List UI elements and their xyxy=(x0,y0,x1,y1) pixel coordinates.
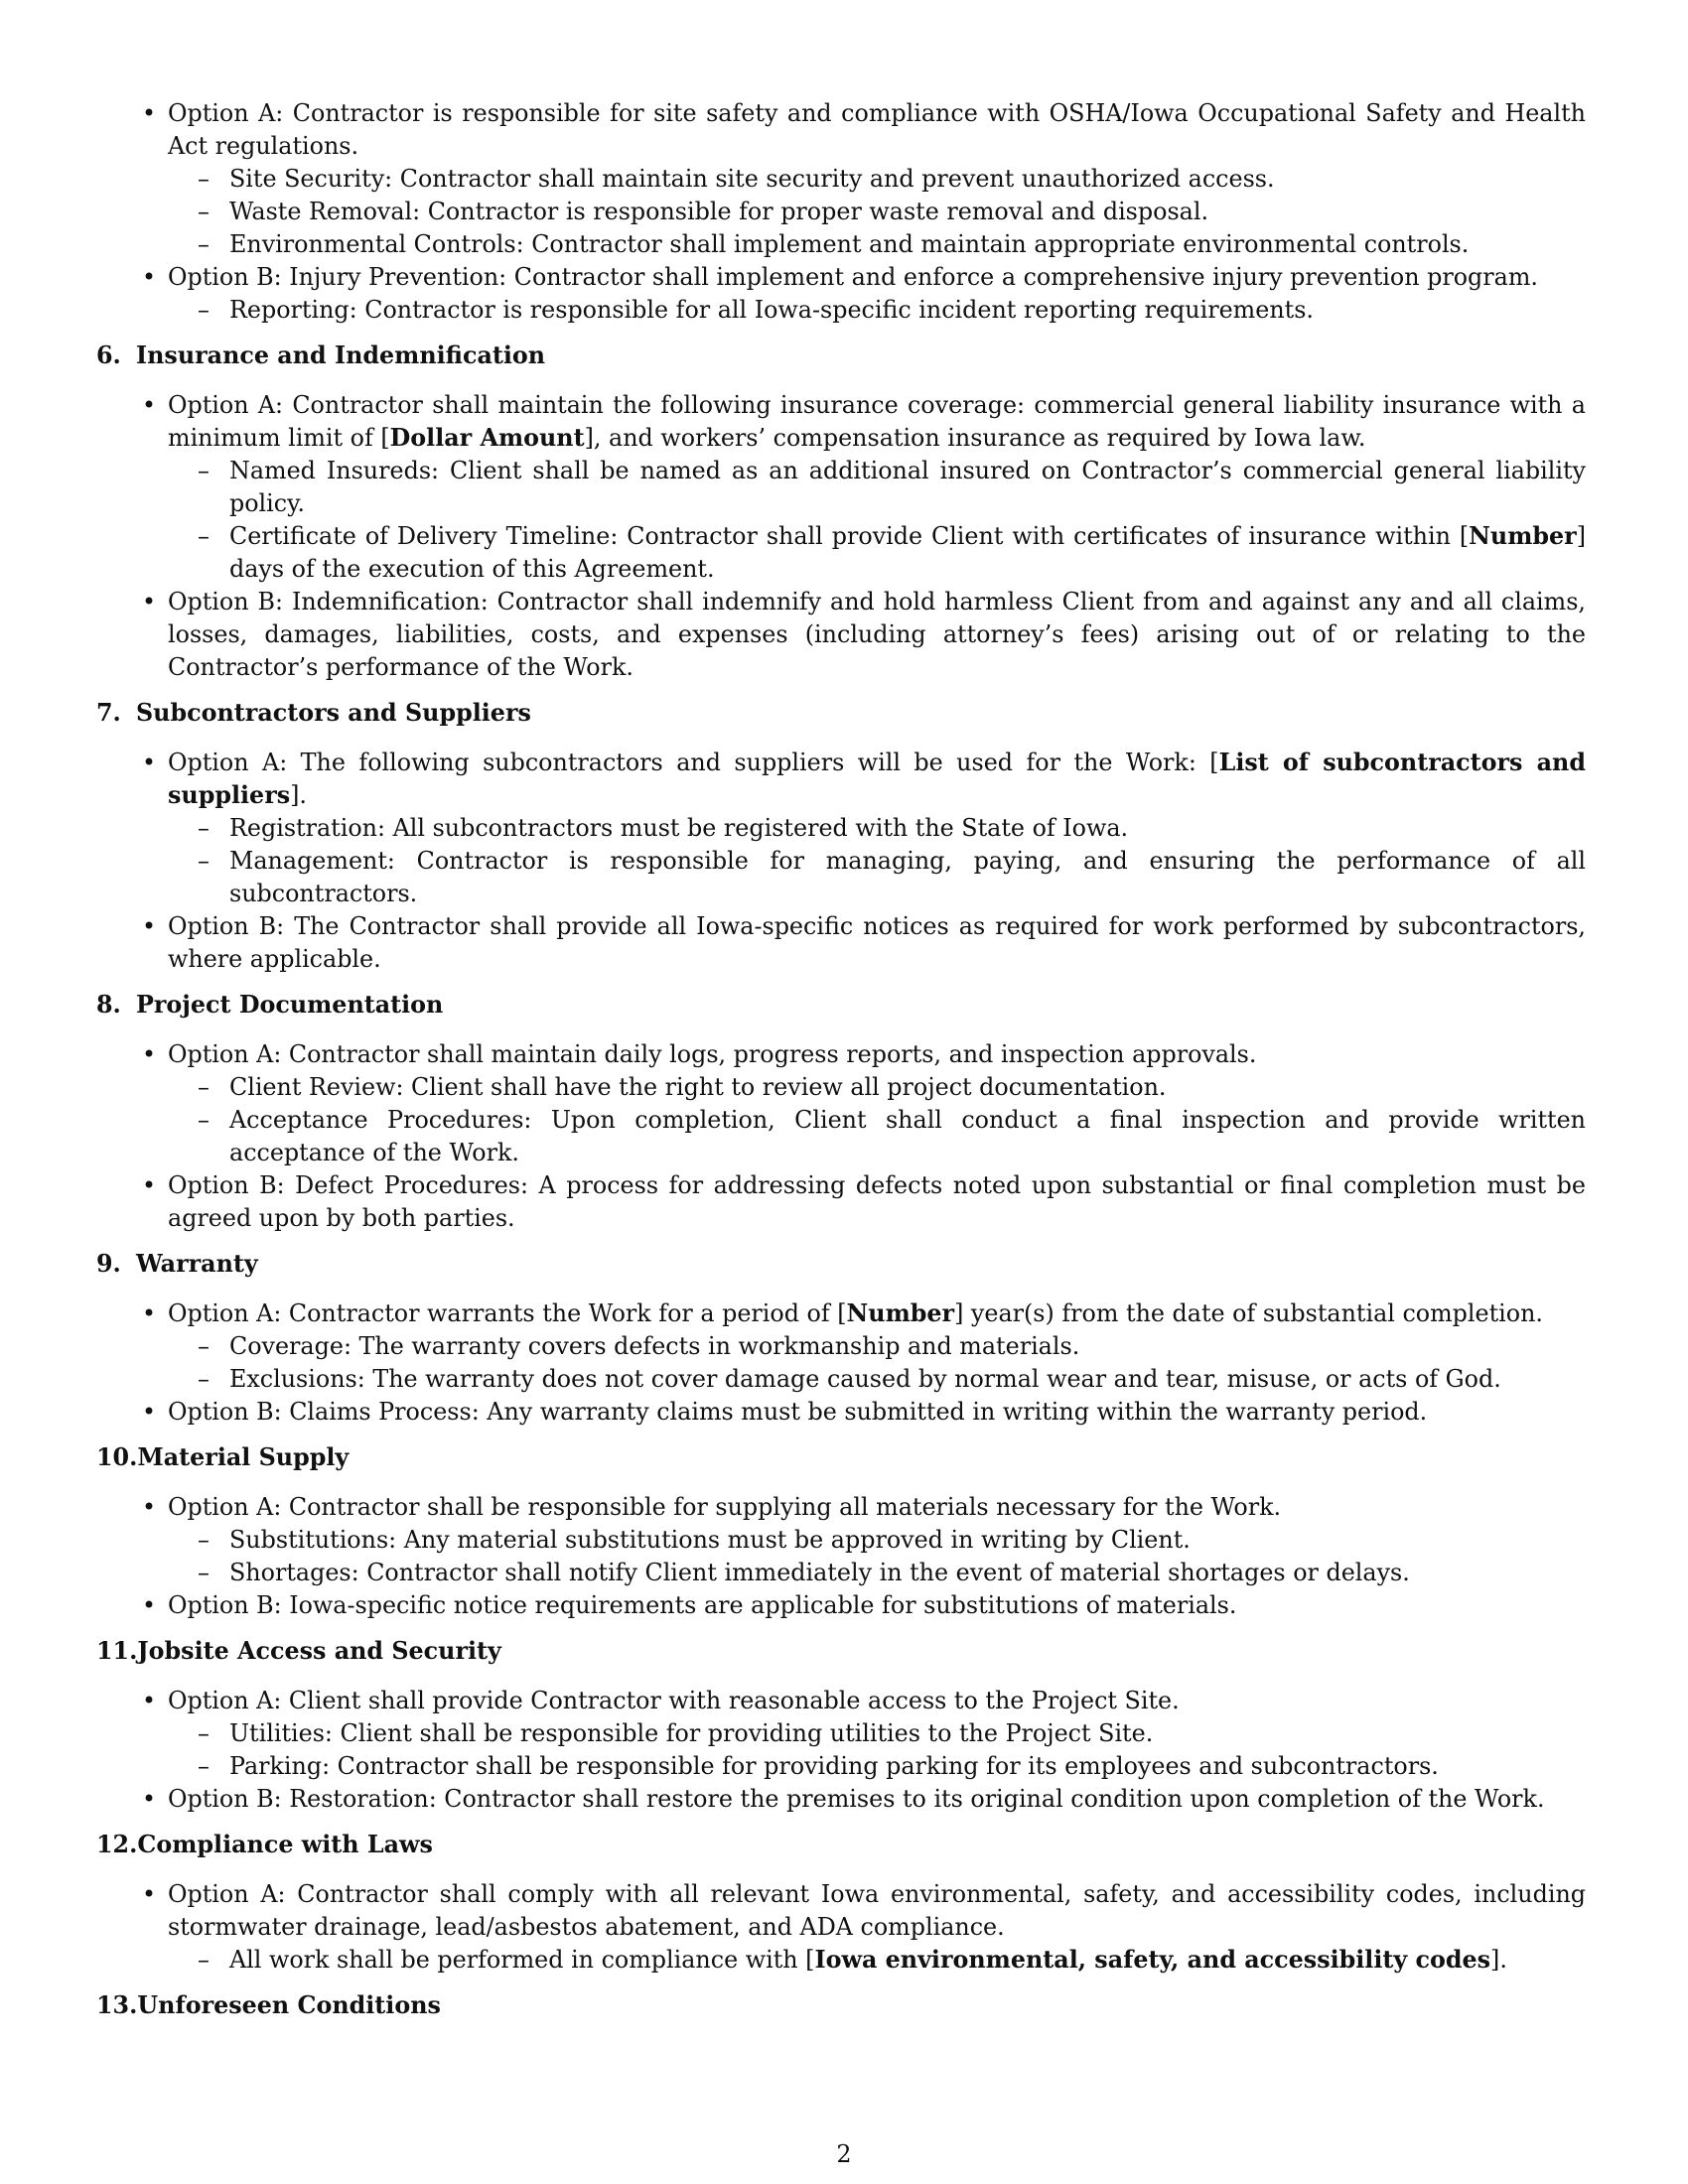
item-text xyxy=(168,1783,1586,1816)
text-segment: Waste Removal: Contractor is responsible for proper waste removal and disposal. xyxy=(229,198,1209,225)
text-segment: Option A: Contractor is responsible for site safety and compliance with OSHA/Iowa Occupational Safety and Health Act regulations. xyxy=(168,99,1586,160)
text-segment: Client Review: Client shall have the right to review all project documentation. xyxy=(229,1073,1167,1101)
bullet-item xyxy=(168,1396,1586,1429)
bullet-list xyxy=(96,1038,1586,1235)
bullet-item xyxy=(168,747,1586,910)
sub-item xyxy=(229,1104,1586,1169)
item-text xyxy=(168,1396,1586,1429)
text-segment: Registration: All subcontractors must be registered with the State of Iowa. xyxy=(229,814,1129,842)
text-segment: Exclusions: The warranty does not cover damage caused by normal wear and tear, misuse, or acts of God. xyxy=(229,1365,1501,1393)
bullet-list xyxy=(96,1297,1586,1429)
text-segment: Option A: The following subcontractors and suppliers will be used for the Work: [ xyxy=(168,749,1219,776)
text-segment: Option A: Contractor shall maintain daily logs, progress reports, and inspection approvals. xyxy=(168,1040,1257,1068)
sub-item xyxy=(229,1071,1586,1104)
section-heading xyxy=(96,1829,1586,1861)
text-segment: Reporting: Contractor is responsible for all Iowa-specific incident reporting requirements. xyxy=(229,296,1314,324)
text-segment: Option B: Injury Prevention: Contractor shall implement and enforce a comprehensive injury prevention program. xyxy=(168,263,1538,291)
sub-list xyxy=(168,1524,1586,1589)
sub-item xyxy=(229,1363,1586,1396)
section-title: Project Documentation xyxy=(136,991,444,1019)
text-segment: Option B: Indemnification: Contractor shall indemnify and hold harmless Client from and against any and all claims, losses, damages, liabilities, costs, and expenses (including attorney’s fees) arising out of or relating to the Contractor’s performance of the Work. xyxy=(168,588,1586,681)
sub-list xyxy=(168,1071,1586,1169)
item-text xyxy=(229,163,1586,196)
placeholder-field: Dollar Amount xyxy=(389,424,585,452)
sub-list xyxy=(168,294,1586,327)
bullet-list xyxy=(96,747,1586,976)
bullet-list xyxy=(96,97,1586,327)
sub-list xyxy=(168,1330,1586,1396)
section-heading xyxy=(96,1248,1586,1281)
text-segment: Coverage: The warranty covers defects in workmanship and materials. xyxy=(229,1332,1080,1360)
text-segment: Site Security: Contractor shall maintain site security and prevent unauthorized access. xyxy=(229,165,1275,193)
placeholder-field: List of subcontractors and suppliers xyxy=(168,749,1586,809)
bullet-list xyxy=(96,389,1586,684)
item-text xyxy=(229,1104,1586,1169)
section-heading xyxy=(96,989,1586,1022)
item-text xyxy=(229,455,1586,520)
section-number: 8. xyxy=(96,991,121,1019)
section-heading xyxy=(96,697,1586,730)
section-heading xyxy=(96,1635,1586,1668)
sub-item xyxy=(229,1717,1586,1750)
section-number: 7. xyxy=(96,699,121,727)
item-text xyxy=(229,520,1586,586)
text-segment: ]. xyxy=(1490,1946,1507,1974)
bullet-item xyxy=(168,1685,1586,1783)
text-segment: Named Insureds: Client shall be named as an additional insured on Contractor’s commercial general liability policy. xyxy=(229,457,1586,517)
sub-item xyxy=(229,1524,1586,1557)
item-text xyxy=(168,586,1586,684)
sub-item xyxy=(229,845,1586,910)
item-text xyxy=(229,1330,1586,1363)
bullet-item xyxy=(168,389,1586,586)
item-text xyxy=(229,196,1586,228)
bullet-item xyxy=(168,910,1586,976)
text-segment: Certificate of Delivery Timeline: Contractor shall provide Client with certificates of insurance within [ xyxy=(229,522,1470,550)
bullet-item xyxy=(168,1589,1586,1622)
bullet-item xyxy=(168,97,1586,261)
sub-list xyxy=(168,163,1586,261)
item-text xyxy=(229,845,1586,910)
text-segment: Management: Contractor is responsible for managing, paying, and ensuring the performance of all subcontractors. xyxy=(229,847,1586,907)
sub-item xyxy=(229,455,1586,520)
item-text xyxy=(229,228,1586,261)
text-segment: ] days of the execution of this Agreement. xyxy=(229,522,1586,583)
bullet-list xyxy=(96,1491,1586,1622)
text-segment: Option B: Restoration: Contractor shall restore the premises to its original condition upon completion of the Work. xyxy=(168,1785,1545,1813)
item-text xyxy=(168,1169,1586,1235)
item-text xyxy=(168,1878,1586,1944)
text-segment: All work shall be performed in compliance with [ xyxy=(229,1946,815,1974)
text-segment: Option B: Claims Process: Any warranty claims must be submitted in writing within the warranty period. xyxy=(168,1398,1428,1426)
text-segment: Substitutions: Any material substitutions must be approved in writing by Client. xyxy=(229,1526,1191,1554)
sub-list xyxy=(168,1944,1586,1977)
placeholder-field: Number xyxy=(846,1299,955,1327)
sub-item xyxy=(229,1330,1586,1363)
text-segment: Environmental Controls: Contractor shall implement and maintain appropriate environmental controls. xyxy=(229,230,1470,258)
text-segment: ], and workers’ compensation insurance as required by Iowa law. xyxy=(584,424,1366,452)
section-title: Material Supply xyxy=(137,1443,350,1471)
section-number: 13. xyxy=(96,1991,138,2019)
bullet-item xyxy=(168,1297,1586,1396)
bullet-item xyxy=(168,1783,1586,1816)
text-segment: Parking: Contractor shall be responsible for providing parking for its employees and subcontractors. xyxy=(229,1752,1439,1780)
section-title: Compliance with Laws xyxy=(137,1831,433,1858)
section-number: 9. xyxy=(96,1250,121,1278)
section-title: Subcontractors and Suppliers xyxy=(136,699,531,727)
sub-item xyxy=(229,812,1586,845)
sub-item xyxy=(229,163,1586,196)
section-number: 10. xyxy=(96,1443,138,1471)
section-title: Jobsite Access and Security xyxy=(137,1637,501,1665)
sub-item xyxy=(229,1750,1586,1783)
item-text xyxy=(168,910,1586,976)
text-segment: Option A: Client shall provide Contractor with reasonable access to the Project Site. xyxy=(168,1687,1180,1714)
text-segment: ] year(s) from the date of substantial completion. xyxy=(954,1299,1544,1327)
sub-list xyxy=(168,455,1586,586)
item-text xyxy=(168,1297,1586,1330)
sub-item xyxy=(229,228,1586,261)
text-segment: Option A: Contractor shall be responsible for supplying all materials necessary for the Work. xyxy=(168,1493,1282,1521)
bullet-item xyxy=(168,1169,1586,1235)
sub-item xyxy=(229,1944,1586,1977)
text-segment: Option A: Contractor warrants the Work for a period of [ xyxy=(168,1299,847,1327)
bullet-item xyxy=(168,1038,1586,1169)
sub-item xyxy=(229,196,1586,228)
document-body xyxy=(96,97,1586,2039)
sub-item xyxy=(229,294,1586,327)
item-text xyxy=(229,812,1586,845)
item-text xyxy=(229,294,1586,327)
section-title: Unforeseen Conditions xyxy=(137,1991,441,2019)
item-text xyxy=(229,1750,1586,1783)
text-segment: Option A: Contractor shall maintain the following insurance coverage: commercial general liability insurance with a minimum limit of [ xyxy=(168,391,1586,452)
item-text xyxy=(229,1524,1586,1557)
section-heading xyxy=(96,1441,1586,1474)
section-heading xyxy=(96,1989,1586,2022)
section-title: Insurance and Indemnification xyxy=(136,341,546,369)
text-segment: Option A: Contractor shall comply with all relevant Iowa environmental, safety, and accessibility codes, including stormwater drainage, lead/asbestos abatement, and ADA compliance. xyxy=(168,1880,1586,1941)
placeholder-field: Number xyxy=(1469,522,1577,550)
sub-list xyxy=(168,812,1586,910)
text-segment: Option B: Defect Procedures: A process for addressing defects noted upon substantial or final completion must be agreed upon by both parties. xyxy=(168,1171,1586,1232)
item-text xyxy=(168,1038,1586,1071)
text-segment: Option B: The Contractor shall provide all Iowa-specific notices as required for work performed by subcontractors, where applicable. xyxy=(168,912,1586,973)
bullet-item xyxy=(168,261,1586,327)
text-segment: Option B: Iowa-specific notice requirements are applicable for substitutions of materials. xyxy=(168,1591,1237,1619)
item-text xyxy=(168,261,1586,294)
text-segment: Shortages: Contractor shall notify Client immediately in the event of material shortages or delays. xyxy=(229,1559,1410,1586)
item-text xyxy=(168,97,1586,163)
sub-item xyxy=(229,520,1586,586)
sub-item xyxy=(229,1557,1586,1589)
bullet-list xyxy=(96,1685,1586,1816)
item-text xyxy=(168,1589,1586,1622)
item-text xyxy=(168,747,1586,812)
bullet-item xyxy=(168,1491,1586,1589)
section-number: 12. xyxy=(96,1831,138,1858)
item-text xyxy=(229,1363,1586,1396)
item-text xyxy=(229,1717,1586,1750)
section-heading xyxy=(96,340,1586,372)
text-segment: ]. xyxy=(290,781,307,809)
bullet-list xyxy=(96,1878,1586,1977)
item-text xyxy=(229,1071,1586,1104)
section-number: 11. xyxy=(96,1637,138,1665)
item-text xyxy=(229,1557,1586,1589)
item-text xyxy=(168,1685,1586,1717)
item-text xyxy=(229,1944,1586,1977)
page-number: 2 xyxy=(836,2140,852,2168)
bullet-item xyxy=(168,586,1586,684)
section-number: 6. xyxy=(96,341,121,369)
text-segment: Acceptance Procedures: Upon completion, Client shall conduct a final inspection and provide written acceptance of the Work. xyxy=(229,1106,1586,1166)
item-text xyxy=(168,389,1586,455)
placeholder-field: Iowa environmental, safety, and accessibility codes xyxy=(814,1946,1491,1974)
sub-list xyxy=(168,1717,1586,1783)
item-text xyxy=(168,1491,1586,1524)
section-title: Warranty xyxy=(136,1250,258,1278)
text-segment: Utilities: Client shall be responsible for providing utilities to the Project Site. xyxy=(229,1719,1154,1747)
bullet-item xyxy=(168,1878,1586,1977)
